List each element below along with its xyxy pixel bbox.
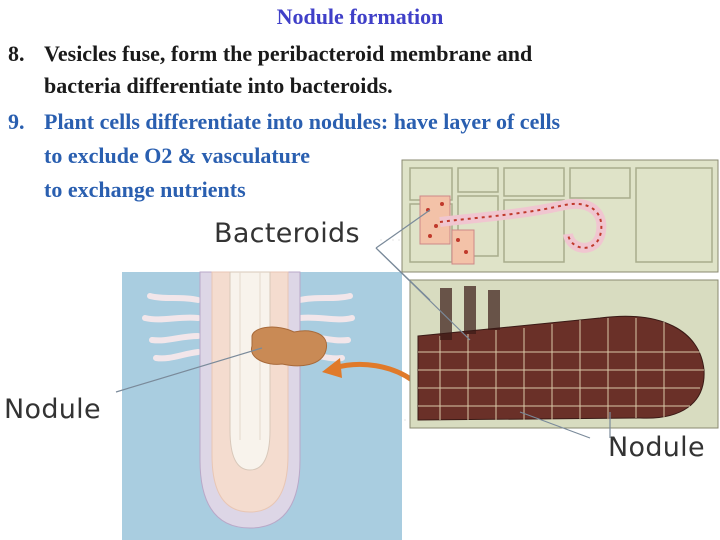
item-line: Vesicles fuse, form the peribacteroid membrane and [44,41,533,66]
nodule-label-left: Nodule [4,394,101,425]
item-line: Plant cells differentiate into nodules: have layer of cells [44,109,561,134]
slide-title: Nodule formation [276,4,444,29]
item-line: to exchange nutrients [44,177,246,202]
item-line: bacteria differentiate into bacteroids. [44,73,393,98]
item-line: to exclude O2 & vasculature [44,143,311,168]
bacteroids-label: Bacteroids [214,218,360,249]
micrograph-nodule [410,280,718,428]
root-vasculature [230,272,270,470]
nodule-label-right: Nodule [608,432,705,463]
nodule-shape [251,327,326,366]
micrograph-infection [402,160,718,272]
item-number: 8. [8,41,25,66]
item-number: 9. [8,109,25,134]
